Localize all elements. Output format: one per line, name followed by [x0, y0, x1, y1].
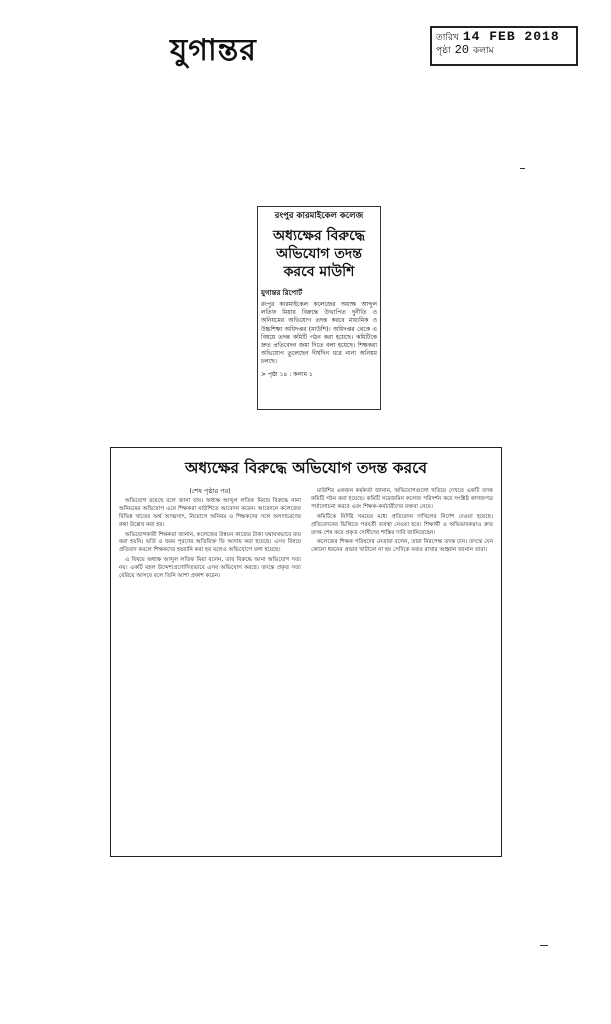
clipping-byline: যুগান্তর রিপোর্ট — [261, 289, 303, 297]
paragraph: কলেজের শিক্ষক পরিষদের নেতারা বলেন, তারা নিরপেক্ষ তদন্ত চান। তদন্তে যেন কোনো ধরনের প্রভাব খাটানো না হয় সেদিকে নজর রাখার আহ্বান জানান তারা। — [311, 539, 493, 554]
clipping-long-headline: অধ্যক্ষের বিরুদ্ধে অভিযোগ তদন্ত করবে — [185, 458, 427, 477]
news-clipping-short — [257, 206, 381, 410]
continued-note: (শেষ পৃষ্ঠার পর) — [189, 487, 231, 495]
paragraph: অভিযোগকারী শিক্ষকরা জানান, কলেজের উন্নয়ন কাজের টাকা যথাযথভাবে ব্যয় করা হয়নি। ভর্তি ও ফরম পূরণের অতিরিক্ত ফি আদায় করা হয়েছে। এসব বিষয়ে প্রতিবাদ করলে শিক্ষকদের হয়রানি করা হয় বলেও অভিযোগে বলা হয়েছে। — [119, 531, 301, 554]
date-stamp — [430, 26, 578, 66]
news-clipping-long — [110, 447, 502, 857]
newspaper-masthead: যুগান্তর — [170, 33, 257, 68]
paragraph: মাউশির একজন কর্মকর্তা জানান, অভিযোগগুলো খতিয়ে দেখতে একটি তদন্ত কমিটি গঠন করা হয়েছে। কমিটি সরেজমিন কলেজ পরিদর্শন করে সংশ্লিষ্ট কাগজপত্র পর্যালোচনা করবে এবং শিক্ষক-কর্মচারীদের বক্তব্য নেবে। — [311, 488, 493, 510]
scan-speck — [520, 168, 525, 169]
article-column-1 — [119, 488, 301, 583]
clipping-jump-line: > পৃষ্ঠা ১৪ : কলাম ১ — [261, 370, 313, 378]
clipping-kicker: রংপুর কারমাইকেল কলেজ — [274, 211, 364, 221]
paragraph: কমিটিকে নির্দিষ্ট সময়ের মধ্যে প্রতিবেদন দাখিলের নির্দেশ দেওয়া হয়েছে। প্রতিবেদনের ভিত্তিতে পরবর্তী ব্যবস্থা নেওয়া হবে। শিক্ষার্থী ও অভিভাবকরাও দ্রুত তদন্ত শেষ করে প্রকৃত দোষীদের শাস্তির দাবি জানিয়েছেন। — [311, 513, 493, 536]
stamp-date: 14 FEB 2018 — [462, 29, 560, 44]
stamp-column-label: কলাম — [473, 46, 494, 56]
stamp-date-label: তারিখ — [436, 33, 459, 43]
stamp-page-number: 20 — [454, 43, 469, 57]
article-column-2 — [311, 488, 493, 583]
clipping-body: রংপুর কারমাইকেল কলেজের অধ্যক্ষ আব্দুল লতিফ মিয়ার বিরুদ্ধে উত্থাপিত দুর্নীতি ও অনিয়মের অভিযোগ তদন্ত করবে মাধ্যমিক ও উচ্চশিক্ষা অধিদপ্তর (মাউশি)। অধিদপ্তর থেকে এ বিষয়ে তদন্ত কমিটি গঠন করা হয়েছে। কমিটিকে দ্রুত প্রতিবেদন জমা দিতে বলা হয়েছে। শিক্ষকরা অভিযোগ তুলেছেন দীর্ঘদিন ধরে নানা অনিয়ম চলছে। — [261, 301, 377, 366]
paragraph: অভিযোগ রয়েছে বলে জানা যায়। অধ্যক্ষ আব্দুল লতিফ মিয়ার বিরুদ্ধে নানা অনিয়মের অভিযোগ এনে শিক্ষকরা মাউশিতে আবেদন করেন। আবেদনে কলেজের বিভিন্ন খাতের অর্থ আত্মসাৎ, নিয়োগে অনিয়ম ও শিক্ষকদের সঙ্গে অসদাচরণের কথা উল্লেখ করা হয়। — [119, 497, 301, 528]
scan-speck — [540, 945, 548, 946]
stamp-page-label: পৃষ্ঠা — [436, 46, 451, 56]
paragraph: এ বিষয়ে অধ্যক্ষ আব্দুল লতিফ মিয়া বলেন, তার বিরুদ্ধে আনা অভিযোগ সত্য নয়। একটি মহল উদ্দেশ্যপ্রণোদিতভাবে এসব অভিযোগ করছে। তদন্তে প্রকৃত সত্য বেরিয়ে আসবে বলে তিনি আশা প্রকাশ করেন। — [119, 557, 301, 580]
clipping-headline: অধ্যক্ষের বিরুদ্ধে অভিযোগ তদন্ত করবে মাউশি — [272, 228, 365, 280]
